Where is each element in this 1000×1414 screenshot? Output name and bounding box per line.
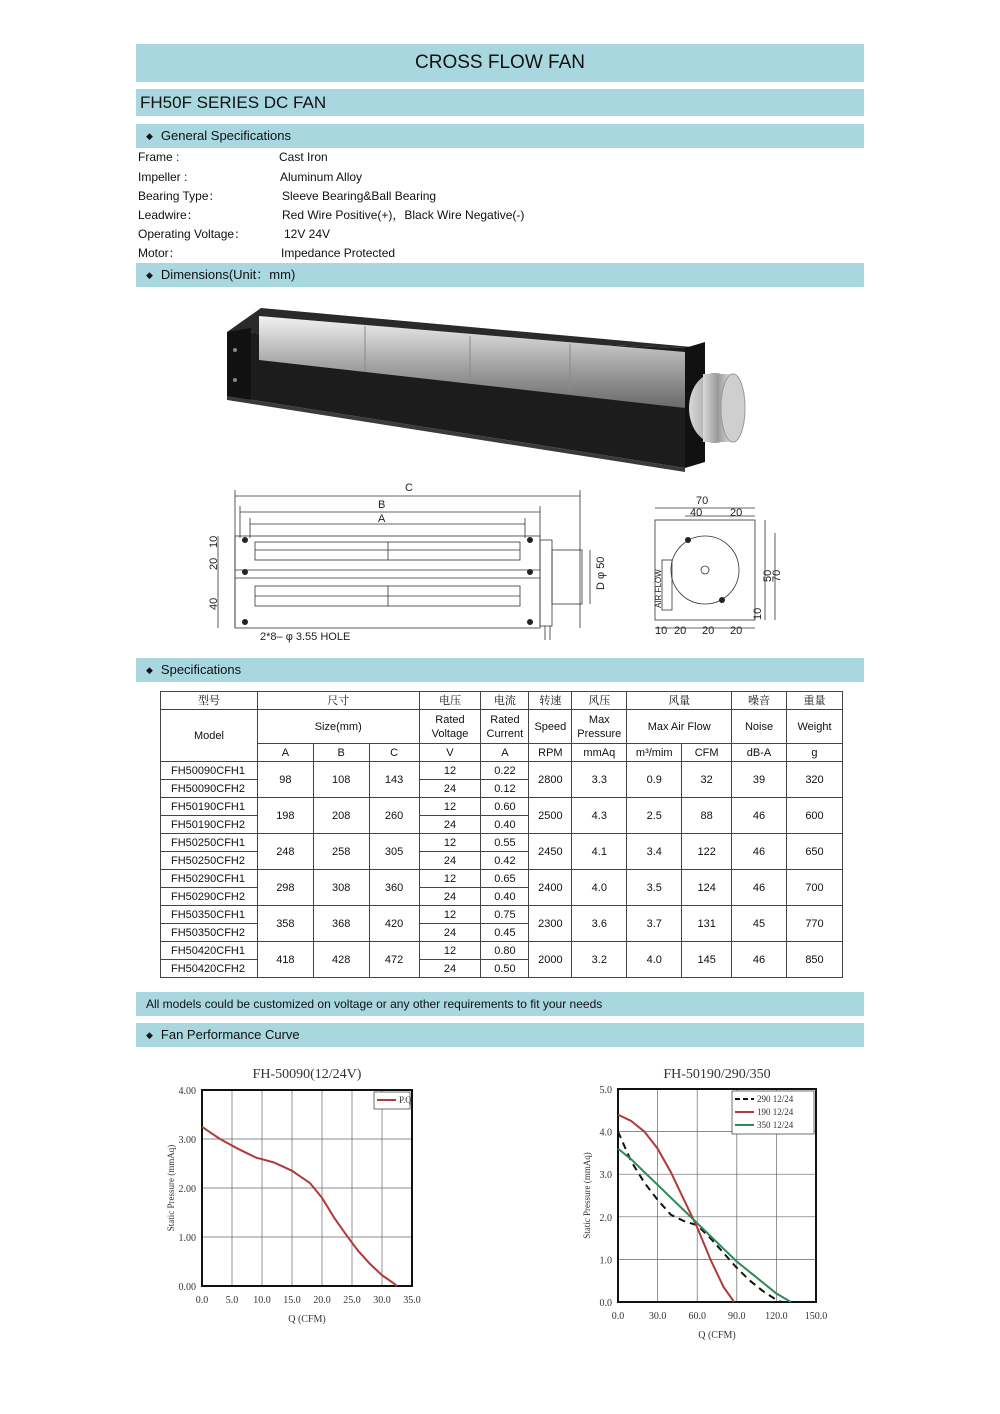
cell-voltage: 24 [419,852,481,870]
cell-size-a: 418 [257,942,313,978]
unit-i: A [481,744,529,762]
chart-title: FH-50090(12/24V) [252,1067,362,1082]
x-tick-label: 120.0 [765,1311,788,1322]
cell-weight: 850 [786,942,842,978]
x-tick-label: 5.0 [225,1295,239,1306]
cell-size-a: 198 [257,798,313,834]
y-tick-label: 4.00 [178,1086,196,1097]
th-size-cn: 尺寸 [257,692,419,710]
cell-pressure: 4.3 [572,798,627,834]
cell-current: 0.50 [481,960,529,978]
spec-value: Sleeve Bearing&Ball Bearing [282,189,437,203]
unit-c: C [369,744,419,762]
dim-label-b: B [378,499,386,511]
th-speed-cn: 转速 [529,692,572,710]
table-header-cn [161,692,843,710]
unit-rpm: RPM [529,744,572,762]
unit-cfm: CFM [682,744,732,762]
unit-m3: m³/mim [627,744,682,762]
spec-label: Impeller : [138,170,188,184]
th-size: Size(mm) [257,710,419,744]
y-tick-label: 2.0 [599,1212,612,1224]
spec-value: Red Wire Positive(+)，Black Wire Negative(-) [282,208,525,222]
cell-size-c: 420 [369,906,419,942]
cell-size-a: 98 [257,762,313,798]
cell-current: 0.55 [481,834,529,852]
cell-voltage: 24 [419,960,481,978]
dim-bottom: 20 [674,625,687,637]
legend-label: 290 12/24 [757,1094,794,1104]
y-tick-label: 4.0 [599,1127,612,1139]
spec-value: Aluminum Alloy [280,170,363,184]
dim-label-c: C [405,482,413,494]
section-general-specs [136,124,864,148]
th-model: Model [161,710,258,762]
table-row [161,942,843,960]
table-header-en [161,710,843,744]
th-voltage-cn: 电压 [419,692,481,710]
unit-a: A [257,744,313,762]
dim-right: 70 [771,569,783,582]
x-tick-label: 15.0 [283,1295,301,1306]
unit-db: dB-A [732,744,787,762]
cell-speed: 2500 [529,798,572,834]
x-tick-label: 35.0 [403,1295,421,1306]
th-flow: Max Air Flow [627,710,732,744]
cell-speed: 2000 [529,942,572,978]
cell-flow-cfm: 88 [682,798,732,834]
cell-noise: 46 [732,834,787,870]
cell-model: FH50290CFH1 [161,870,258,888]
cross-flow-fan-photo [215,290,755,475]
cell-current: 0.22 [481,762,529,780]
bullet-icon: ◆ [146,131,153,141]
section-dimensions [136,263,864,287]
cell-voltage: 12 [419,762,481,780]
dim-right: 10 [752,607,764,620]
airflow-label: AIR FLOW [654,569,663,608]
cell-speed: 2400 [529,870,572,906]
cell-voltage: 12 [419,942,481,960]
x-tick-label: 25.0 [343,1295,361,1306]
table-row [161,870,843,888]
series-line-1 [618,1115,734,1302]
legend-label: P.Q [399,1095,412,1105]
dim-bottom: 20 [702,625,715,637]
cell-size-c: 472 [369,942,419,978]
x-tick-label: 20.0 [313,1295,331,1306]
cell-current: 0.45 [481,924,529,942]
chart-fh50090 [160,1062,450,1332]
page-title: CROSS FLOW FAN [136,44,864,82]
dim-bottom: 10 [655,625,668,637]
hole-label: 2*8– φ 3.55 HOLE [260,631,351,643]
th-voltage: Rated Voltage [419,710,481,744]
cell-current: 0.60 [481,798,529,816]
series-title: FH50F SERIES DC FAN [136,89,864,116]
table-row [161,906,843,924]
dim-label-a: A [378,513,386,525]
legend-label: 350 12/24 [757,1120,794,1130]
dim-top: 70 [696,495,709,507]
dimension-drawing [200,478,783,650]
cell-voltage: 12 [419,798,481,816]
dim-label-d: D φ 50 [595,556,607,590]
x-tick-label: 30.0 [373,1295,391,1306]
cell-flow-m3: 0.9 [627,762,682,798]
spec-label: Operating Voltage： [138,227,247,241]
cell-noise: 39 [732,762,787,798]
th-speed: Speed [529,710,572,744]
cell-current: 0.40 [481,888,529,906]
cell-flow-cfm: 122 [682,834,732,870]
y-tick-label: 3.00 [178,1135,196,1146]
dim-top: 40 [690,507,703,519]
cell-voltage: 24 [419,888,481,906]
x-tick-label: 0.0 [195,1295,209,1306]
cell-noise: 46 [732,798,787,834]
cell-model: FH50290CFH2 [161,888,258,906]
dim-left: 10 [208,535,220,548]
cell-weight: 650 [786,834,842,870]
spec-label: Leadwire： [138,208,199,222]
cell-model: FH50090CFH1 [161,762,258,780]
spec-label: Bearing Type： [138,189,221,203]
cell-model: FH50190CFH1 [161,798,258,816]
cell-size-b: 208 [313,798,369,834]
unit-b: B [313,744,369,762]
cell-voltage: 12 [419,834,481,852]
cell-current: 0.75 [481,906,529,924]
cell-voltage: 12 [419,906,481,924]
cell-noise: 45 [732,906,787,942]
cell-model: FH50250CFH2 [161,852,258,870]
th-model-cn: 型号 [161,692,258,710]
unit-mmaq: mmAq [572,744,627,762]
cell-model: FH50350CFH1 [161,906,258,924]
cell-model: FH50420CFH2 [161,960,258,978]
cell-size-a: 298 [257,870,313,906]
cell-weight: 600 [786,798,842,834]
cell-flow-m3: 4.0 [627,942,682,978]
cell-voltage: 24 [419,780,481,798]
x-tick-label: 90.0 [728,1311,746,1322]
chart-fh50190-290-350 [580,1062,840,1347]
spec-value: Cast Iron [279,150,328,164]
cell-weight: 770 [786,906,842,942]
th-noise-cn: 噪音 [732,692,787,710]
customization-note: All models could be customized on voltage or any other requirements to fit your needs [136,992,864,1016]
th-pressure: Max Pressure [572,710,627,744]
cell-pressure: 4.1 [572,834,627,870]
cell-size-a: 248 [257,834,313,870]
dim-left: 20 [208,557,220,570]
cell-noise: 46 [732,870,787,906]
cell-size-c: 260 [369,798,419,834]
chart-title: FH-50190/290/350 [663,1067,771,1082]
spec-value: Impedance Protected [281,246,396,260]
x-axis-label: Q (CFM) [288,1314,326,1325]
section-performance-curve [136,1023,864,1047]
unit-g: g [786,744,842,762]
bullet-icon: ◆ [146,665,153,675]
cell-pressure: 3.2 [572,942,627,978]
cell-voltage: 24 [419,816,481,834]
cell-pressure: 3.6 [572,906,627,942]
table-header-units [161,744,843,762]
table-row [161,798,843,816]
bullet-icon: ◆ [146,1030,153,1040]
y-tick-label: 3.0 [599,1170,612,1182]
cell-current: 0.80 [481,942,529,960]
table-row [161,762,843,780]
cell-speed: 2300 [529,906,572,942]
cell-speed: 2450 [529,834,572,870]
x-tick-label: 150.0 [804,1311,828,1322]
cell-current: 0.42 [481,852,529,870]
dim-top: 20 [730,507,743,519]
y-tick-label: 0.00 [178,1282,196,1293]
y-tick-label: 2.00 [178,1184,196,1195]
cell-flow-m3: 3.5 [627,870,682,906]
cell-flow-cfm: 32 [682,762,732,798]
section-title: Fan Performance Curve [160,1027,300,1042]
th-current-cn: 电流 [481,692,529,710]
x-tick-label: 30.0 [648,1311,667,1322]
legend-label: 190 12/24 [757,1107,794,1117]
dim-bottom: 20 [730,625,743,637]
cell-size-b: 108 [313,762,369,798]
th-pressure-cn: 风压 [572,692,627,710]
cell-size-b: 258 [313,834,369,870]
cell-voltage: 12 [419,870,481,888]
unit-v: V [419,744,481,762]
spec-table-body [161,762,843,978]
spec-label: Frame : [138,150,180,164]
cell-weight: 320 [786,762,842,798]
cell-model: FH50250CFH1 [161,834,258,852]
th-weight-cn: 重量 [786,692,842,710]
cell-flow-m3: 3.4 [627,834,682,870]
cell-size-b: 308 [313,870,369,906]
cell-model: FH50350CFH2 [161,924,258,942]
cell-current: 0.12 [481,780,529,798]
dim-right: 50 [762,569,774,582]
cell-current: 0.65 [481,870,529,888]
cell-size-c: 360 [369,870,419,906]
dim-left: 40 [208,597,220,610]
cell-current: 0.40 [481,816,529,834]
cell-flow-cfm: 124 [682,870,732,906]
cell-size-b: 368 [313,906,369,942]
section-title: Specifications [160,662,242,677]
y-tick-label: 1.0 [599,1255,612,1267]
y-tick-label: 1.00 [178,1233,196,1244]
cell-model: FH50420CFH1 [161,942,258,960]
cell-model: FH50090CFH2 [161,780,258,798]
section-specifications [136,658,864,682]
x-tick-label: 0.0 [611,1311,625,1322]
cell-flow-m3: 3.7 [627,906,682,942]
y-tick-label: 5.0 [599,1085,612,1096]
cell-weight: 700 [786,870,842,906]
cell-pressure: 4.0 [572,870,627,906]
x-axis-label: Q (CFM) [698,1330,736,1341]
cell-flow-cfm: 131 [682,906,732,942]
cell-size-c: 305 [369,834,419,870]
cell-size-c: 143 [369,762,419,798]
y-axis-label: Static Pressure (mmAq) [166,1144,176,1232]
spec-value: 12V 24V [284,227,331,241]
table-row [161,834,843,852]
spec-table [160,691,843,978]
series-line-2 [618,1149,791,1302]
cell-flow-cfm: 145 [682,942,732,978]
x-tick-label: 10.0 [253,1295,271,1306]
cell-flow-m3: 2.5 [627,798,682,834]
cell-pressure: 3.3 [572,762,627,798]
cell-voltage: 24 [419,924,481,942]
section-title: Dimensions(Unit：mm) [160,267,296,282]
th-weight: Weight [786,710,842,744]
y-tick-label: 0.0 [599,1298,612,1309]
section-title: General Specifications [160,128,291,143]
cell-noise: 46 [732,942,787,978]
cell-size-b: 428 [313,942,369,978]
cell-size-a: 358 [257,906,313,942]
cell-model: FH50190CFH2 [161,816,258,834]
spec-label: Motor： [138,246,181,260]
x-tick-label: 60.0 [688,1311,706,1322]
th-noise: Noise [732,710,787,744]
th-flow-cn: 风量 [627,692,732,710]
bullet-icon: ◆ [146,270,153,280]
series-line-0 [202,1127,397,1286]
y-axis-label: Static Pressure (mmAq) [582,1152,592,1239]
cell-speed: 2800 [529,762,572,798]
th-current: Rated Current [481,710,529,744]
